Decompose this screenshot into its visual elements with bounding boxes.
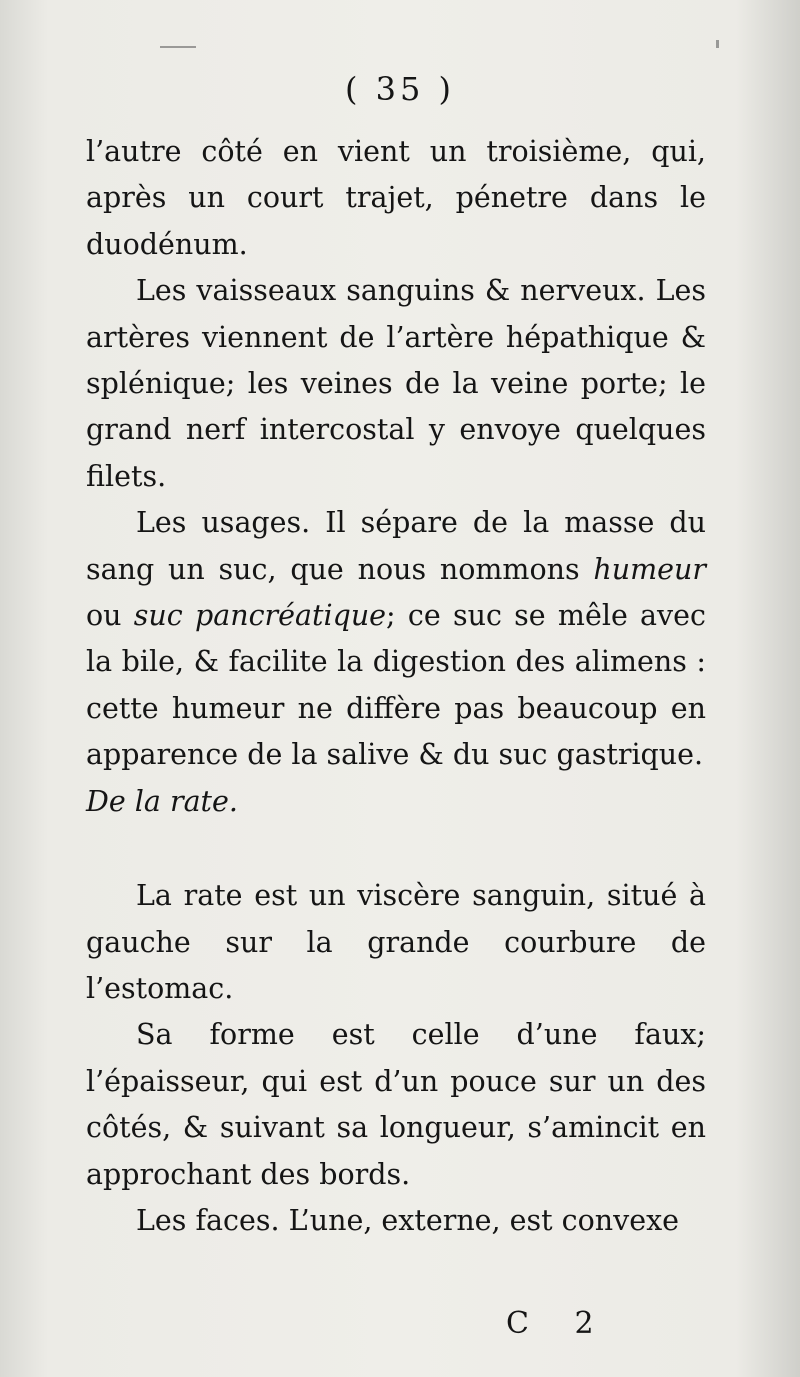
paragraph-text: ou	[86, 599, 134, 633]
signature-mark: C 2	[506, 1306, 612, 1341]
page-text	[86, 129, 706, 1244]
paragraph-text: Les usages. Il sépare de la masse du sang un suc, que nous nommons	[86, 506, 706, 586]
paragraph: La rate est un viscère sanguin, situé à gauche sur la grande courbure de l’estomac.	[86, 879, 706, 1005]
paragraph-text: ; ce suc se mêle avec la bile, & facilite la digestion des alimens : cette humeur ne diffère pas beaucoup en apparence de la salive & du suc gastrique.	[86, 599, 706, 772]
italic-term: humeur	[593, 552, 706, 586]
paragraph: Les faces. L’une, externe, est convexe	[136, 1203, 680, 1237]
ink-mark	[716, 40, 719, 48]
page-number: ( 35 )	[344, 70, 456, 108]
section-heading: De la rate.	[86, 784, 238, 818]
spacer	[86, 825, 706, 873]
paragraph	[86, 500, 706, 778]
paragraph: l’autre côté en vient un troisième, qui, après un court trajet, pénetre dans le duodénum.	[86, 135, 706, 261]
ink-mark	[160, 46, 196, 48]
italic-term: suc pancréatique	[133, 599, 387, 633]
paragraph: Les vaisseaux sanguins & nerveux. Les artères viennent de l’artère hépathique & splénique; les veines de la veine porte; le grand nerf intercostal y envoye quelques filets.	[86, 274, 706, 493]
paragraph: Sa forme est celle d’une faux; l’épaisseur, qui est d’un pouce sur un des côtés, & suivant sa longueur, s’amincit en approchant des bords.	[86, 1018, 706, 1191]
